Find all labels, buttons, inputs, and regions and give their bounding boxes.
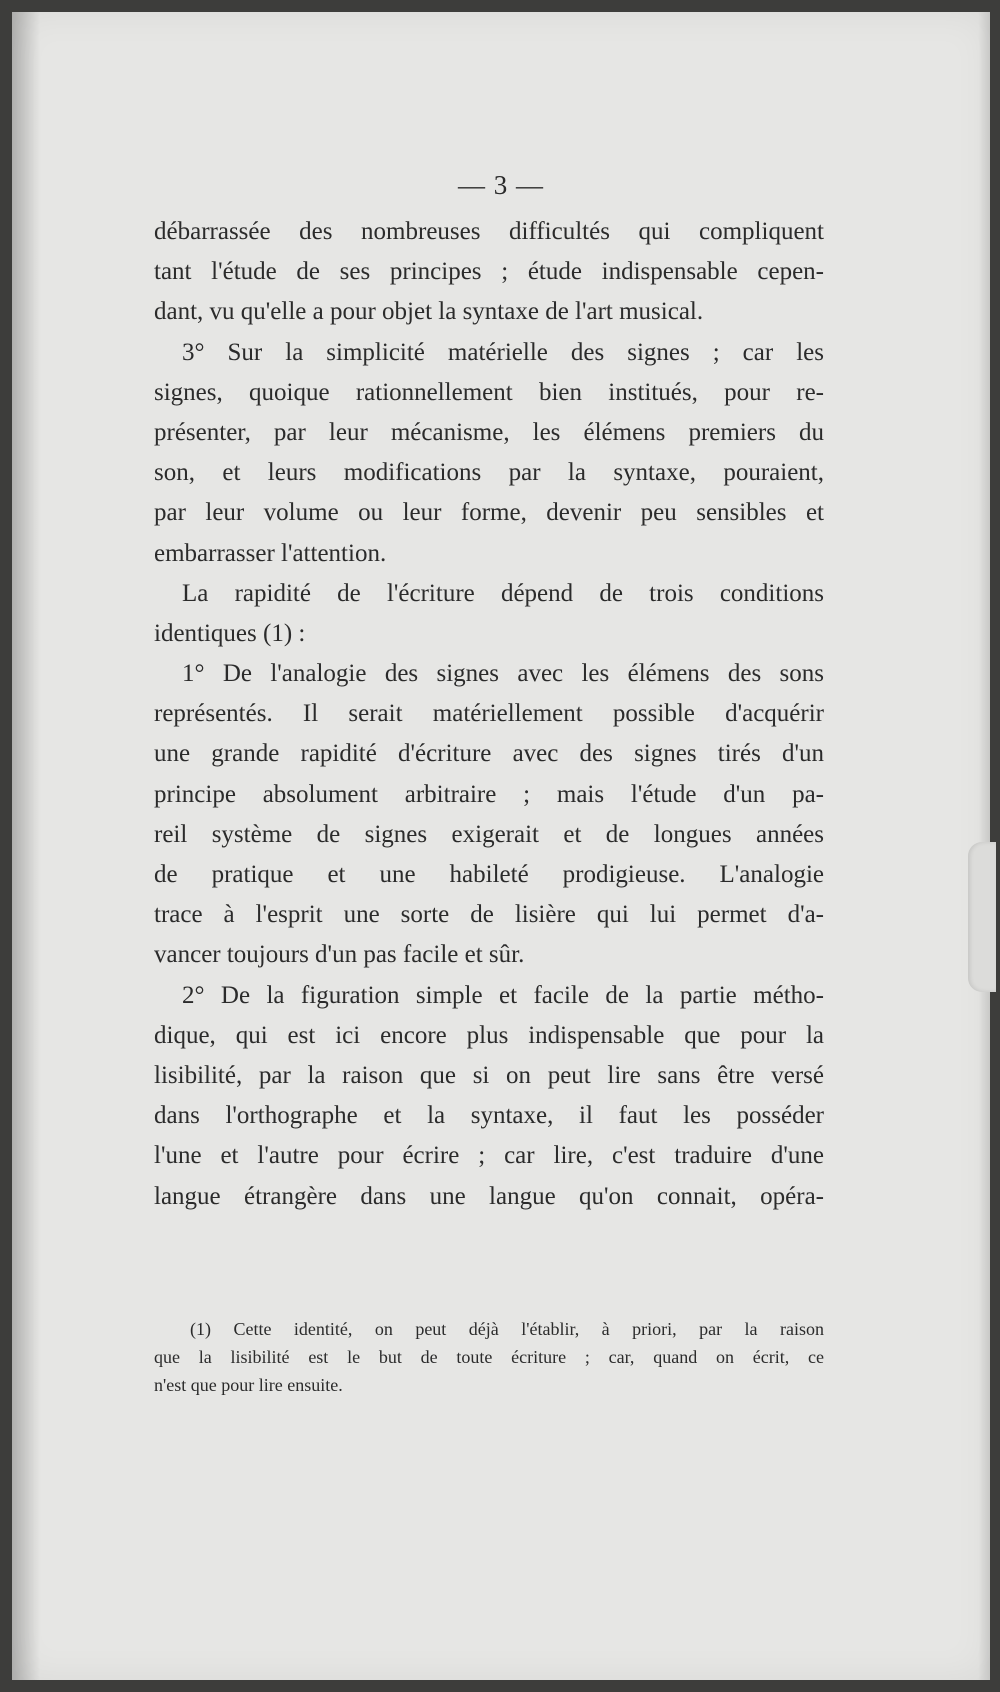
- page-number: — 3 —: [458, 170, 544, 200]
- text-line: par leur volume ou leur forme, devenir peu sensibles et: [154, 499, 824, 527]
- text-line: identiques (1) :: [154, 619, 306, 647]
- text-line: vancer toujours d'un pas facile et sûr.: [154, 941, 525, 969]
- text-line: principe absolument arbitraire ; mais l'étude d'un pa-: [154, 780, 824, 808]
- text-line: une grande rapidité d'écriture avec des signes tirés d'un: [154, 740, 824, 768]
- text-line: La rapidité de l'écriture dépend de trois conditions: [182, 579, 824, 607]
- text-line: dant, vu qu'elle a pour objet la syntaxe de l'art musical.: [154, 298, 704, 326]
- text-line: 2° De la figuration simple et facile de la partie métho-: [182, 981, 824, 1009]
- text-line: dans l'orthographe et la syntaxe, il faut les posséder: [154, 1102, 824, 1130]
- text-line: lisibilité, par la raison que si on peut lire sans être versé: [154, 1061, 824, 1089]
- text-line: débarrassée des nombreuses difficultés qui compliquent: [154, 218, 824, 245]
- thumb-index-notch: [968, 842, 996, 992]
- text-line: présenter, par leur mécanisme, les élémens premiers du: [154, 418, 824, 446]
- footnote: [154, 1315, 824, 1399]
- text-line: 3° Sur la simplicité matérielle des signes ; car les: [182, 338, 824, 366]
- text-line: tant l'étude de ses principes ; étude indispensable cepen-: [154, 258, 824, 286]
- book-page: [12, 12, 990, 1680]
- text-line: signes, quoique rationnellement bien institués, pour re-: [154, 378, 824, 406]
- text-line: son, et leurs modifications par la syntaxe, pouraient,: [154, 459, 824, 487]
- text-line: dique, qui est ici encore plus indispensable que pour la: [154, 1021, 824, 1049]
- text-line: 1° De l'analogie des signes avec les élémens des sons: [182, 660, 824, 688]
- footnote-line: (1) Cette identité, on peut déjà l'établir, à priori, par la raison: [190, 1319, 824, 1339]
- binding-shadow: [12, 12, 40, 1680]
- text-line: trace à l'esprit une sorte de lisière qui lui permet d'a-: [154, 901, 824, 929]
- text-line: reil système de signes exigerait et de longues années: [154, 820, 824, 848]
- text-line: de pratique et une habileté prodigieuse. L'analogie: [154, 861, 824, 888]
- text-line: langue étrangère dans une langue qu'on connait, opéra-: [154, 1182, 824, 1210]
- footnote-line: n'est que pour lire ensuite.: [154, 1375, 343, 1395]
- text-line: l'une et l'autre pour écrire ; car lire, c'est traduire d'une: [154, 1142, 824, 1170]
- footnote-line: que la lisibilité est le but de toute écriture ; car, quand on écrit, ce: [154, 1347, 824, 1367]
- text-line: représentés. Il serait matériellement possible d'acquérir: [154, 700, 824, 728]
- body-text: [154, 212, 824, 1217]
- text-line: embarrasser l'attention.: [154, 539, 387, 567]
